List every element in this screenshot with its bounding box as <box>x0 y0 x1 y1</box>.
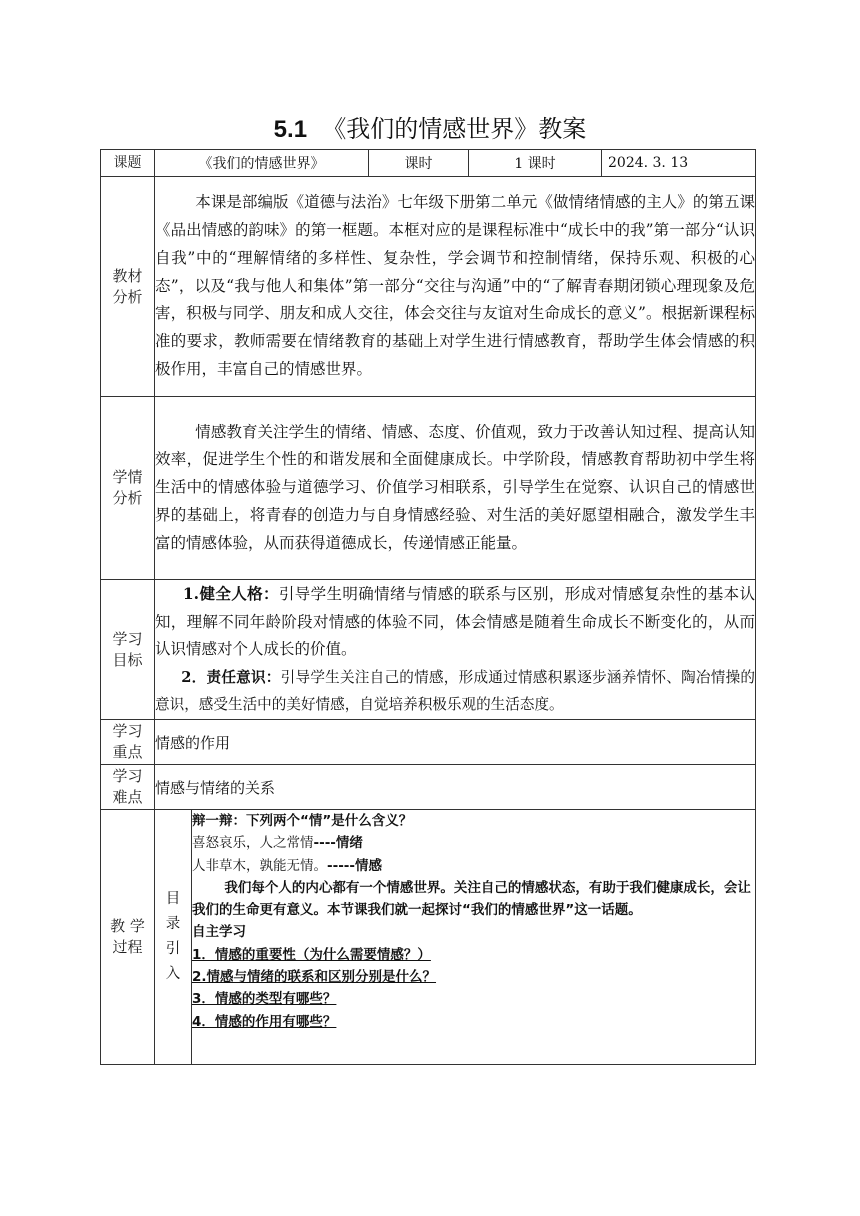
example-line-1: 喜怒哀乐，人之常情----情绪 <box>192 835 363 852</box>
period-value: 1 课时 <box>469 150 602 177</box>
student-analysis-row <box>101 397 756 580</box>
lesson-plan-table <box>100 149 756 1065</box>
student-analysis-label: 学情 分析 <box>101 397 155 580</box>
self-study-heading: 自主学习 <box>192 924 246 941</box>
textbook-analysis-text: 本课是部编版《道德与法治》七年级下册第二单元《做情绪情感的主人》的第五课《品出情感的韵味》的第一框题。本框对应的是课程标准中“成长中的我”第一部分“认识自我”中的“理解情绪的多样性、复杂性，学会调节和控制情绪，保持乐观、积极的心态”，以及“我与他人和集体”第一部分“交往与沟通”中的“了解青春期闭锁心理现象及危害，积极与同学、朋友和成人交往，体会交往与友谊对生命成长的意义”。根据新课程标准的要求，教师需要在情绪教育的基础上对学生进行情感教育，帮助学生体会情感的积极作用，丰富自己的情感世界。 <box>155 177 756 397</box>
process-label: 教 学 过程 <box>101 810 155 1065</box>
key-point-text: 情感的作用 <box>155 720 756 765</box>
process-section-label: 目 录 引 入 <box>155 810 192 1065</box>
page-title <box>0 112 860 147</box>
subject-value: 《我们的情感世界》 <box>155 150 369 177</box>
question-3: 3．情感的类型有哪些？ <box>192 991 337 1008</box>
header-row <box>101 150 756 177</box>
intro-paragraph: 我们每个人的内心都有一个情感世界。关注自己的情感状态，有助于我们健康成长，会让我们的生命更有意义。本节课我们就一起探讨“我们的情感世界”这一话题。 <box>192 879 751 919</box>
objective-1: 1.健全人格：引导学生明确情绪与情感的联系与区别，形成对情感复杂性的基本认知，理解不同年龄阶段对情感的体验不同，体会情感是随着生命成长不断变化的，从而认识情感对个人成长的价值。 <box>155 584 755 659</box>
key-point-row <box>101 720 756 765</box>
debate-title: 辩一辩：下列两个“情”是什么含义？ <box>192 813 413 829</box>
objectives-row <box>101 580 756 720</box>
question-4: 4．情感的作用有哪些？ <box>192 1013 337 1030</box>
period-label: 课时 <box>369 150 469 177</box>
student-analysis-text: 情感教育关注学生的情绪、情感、态度、价值观，致力于改善认知过程、提高认知效率，促进学生个性的和谐发展和全面健康成长。中学阶段，情感教育帮助初中学生将生活中的情感体验与道德学习、价值学习相联系，引导学生在觉察、认识自己的情感世界的基础上，将青春的创造力与自身情感经验、对生活的美好愿望相融合，激发学生丰富的情感体验，从而获得道德成长，传递情感正能量。 <box>155 397 756 580</box>
process-row <box>101 810 756 1065</box>
question-1: 1．情感的重要性（为什么需要情感？） <box>192 946 431 963</box>
objective-2: 2．责任意识：引导学生关注自己的情感，形成通过情感积累逐步涵养情怀、陶冶情操的意识，感受生活中的美好情感，自觉培养积极乐观的生活态度。 <box>155 668 756 714</box>
subject-label: 课题 <box>101 150 155 177</box>
lesson-title: 《我们的情感世界》教案 <box>322 115 587 143</box>
process-content <box>192 810 756 1065</box>
date-value: 2024. 3. 13 <box>602 150 756 177</box>
objectives-label: 学习 目标 <box>101 580 155 720</box>
difficulty-label: 学习 难点 <box>101 765 155 810</box>
question-2: 2.情感与情绪的联系和区别分别是什么？ <box>192 969 437 986</box>
key-point-label: 学习 重点 <box>101 720 155 765</box>
lesson-number: 5.1 <box>273 116 308 143</box>
difficulty-row <box>101 765 756 810</box>
textbook-analysis-row <box>101 177 756 397</box>
example-line-2: 人非草木，孰能无情。-----情感 <box>192 857 383 874</box>
difficulty-text: 情感与情绪的关系 <box>155 765 756 810</box>
textbook-analysis-label: 教材 分析 <box>101 177 155 397</box>
objectives-text <box>155 580 756 720</box>
